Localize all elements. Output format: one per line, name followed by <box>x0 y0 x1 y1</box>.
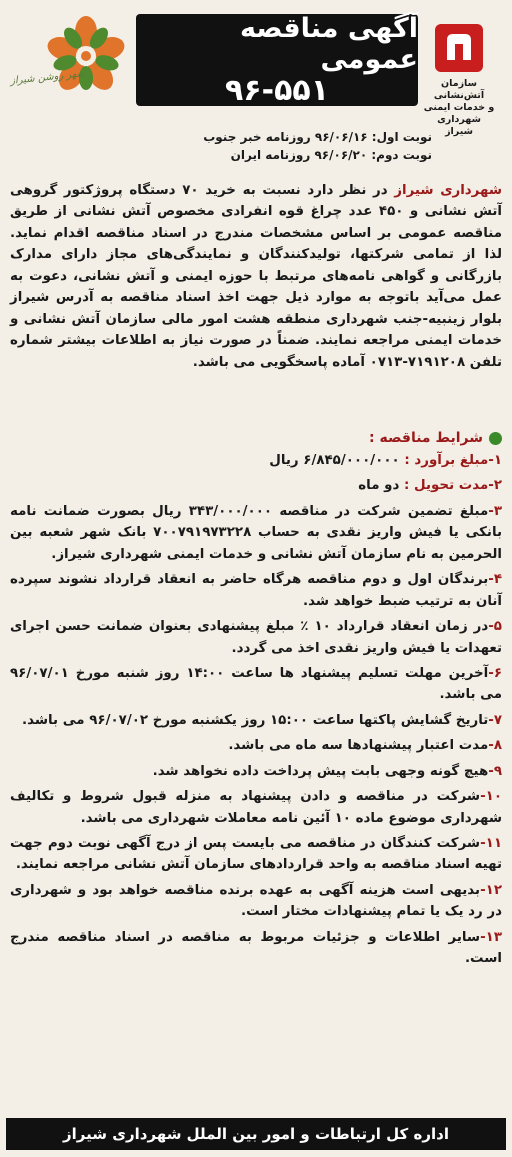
first-turn: نوبت اول: ۹۶/۰۶/۱۶ روزنامه خبر جنوب <box>203 130 432 144</box>
conditions-heading-text: شرایط مناقصه : <box>369 430 483 446</box>
city-slogan: شهر روشن شیراز <box>9 68 86 87</box>
condition-number: ۱۱- <box>480 836 502 851</box>
conditions-list <box>10 450 502 970</box>
condition-number: ۱۳- <box>480 929 502 945</box>
condition-text: دو ماه <box>358 478 400 494</box>
condition-item <box>10 880 502 923</box>
title-box <box>136 13 418 109</box>
condition-item <box>10 450 502 471</box>
condition-text: برندگان اول و دوم مناقصه هرگاه حاضر به انعقاد قرارداد نشوند سپرده آنان به ترتیب ضبط خواهد شد. <box>10 572 502 609</box>
condition-number: ۵- <box>488 619 502 635</box>
condition-number: ۶- <box>488 665 502 681</box>
flower-icon <box>44 14 128 98</box>
condition-number: ۳- <box>488 503 502 519</box>
condition-text: آخرین مهلت تسلیم پیشنهاد ها ساعت ۱۴:۰۰ روز شنبه مورخ ۹۶/۰۷/۰۱ می باشد. <box>10 665 502 703</box>
ad-title: آگهی مناقصه عمومی <box>239 13 418 76</box>
conditions-heading <box>10 430 502 446</box>
condition-label: مبلغ برآورد : <box>404 453 489 468</box>
condition-item <box>10 833 502 876</box>
intro-text: در نظر دارد نسبت به خرید ۷۰ دستگاه پروژکتور گروهی آتش نشانی و ۴۵۰ عدد چراغ قوه انفرادی مخصوص آتش نشانی از طریق مناقصه عمومی بر اساس مشخصات مندرج در اسناد مناقصه اقدام نماید. لذا از تمامی شرکتها، تولیدکنندگان و نمایندگی‌های مجاز دارای مدارک بازرگانی و گواهی نامه‌های مرتبط با حوزه ایمنی و آتش نشانی، دعوت به عمل می‌آید باتوجه به موارد ذیل جهت اخذ اسناد مناقصه به آدرس شیراز بلوار زینبیه-جنب شهرداری منطقه هشت امور مالی سازمان آتش نشانی و خدمات ایمنی مراجعه نمایند. ضمناً در صورت نیاز به اطلاعات بیشتر شماره تلفن ۷۱۹۱۲۰۸-۰۷۱۳ آماده پاسخگویی می باشد. <box>10 183 502 370</box>
condition-number: ۲- <box>488 478 502 494</box>
condition-number: ۱- <box>488 453 502 468</box>
fire-emblem-icon <box>433 22 485 74</box>
condition-item <box>10 569 502 612</box>
condition-item <box>10 710 502 731</box>
second-turn: نوبت دوم: ۹۶/۰۶/۲۰ روزنامه ایران <box>230 148 432 162</box>
intro-lead: شهرداری شیراز <box>394 183 502 198</box>
ad-number: ۹۶-۵۵۱ <box>225 73 330 109</box>
condition-item <box>10 475 502 496</box>
conditions-section <box>10 430 502 974</box>
shiraz-city-logo <box>10 14 130 118</box>
condition-item <box>10 616 502 659</box>
condition-number: ۸- <box>488 738 502 754</box>
condition-item <box>10 927 502 970</box>
bullet-icon <box>489 432 502 445</box>
condition-text: مبلغ تضمین شرکت در مناقصه ۳۴۳/۰۰۰/۰۰۰ ریال بصورت ضمانت نامه بانکی یا فیش واریز نقدی به حساب ۷۰۰۷۹۱۹۷۳۲۲۸ بانک شهر شعبه بین الحرمین به نام سازمان آتش نشانی و خدمات ایمنی شهرداری شیراز. <box>10 503 502 562</box>
condition-number: ۱۰- <box>480 789 502 805</box>
condition-item <box>10 735 502 756</box>
condition-number: ۷- <box>488 712 502 728</box>
fire-service-logo <box>422 22 496 137</box>
intro-paragraph <box>10 180 502 373</box>
condition-text: تاریخ گشایش پاکتها ساعت ۱۵:۰۰ روز یکشنبه مورخ ۹۶/۰۷/۰۲ می باشد. <box>22 712 489 728</box>
condition-text: شرکت کنندگان در مناقصه می بایست پس از درج آگهی نوبت دوم جهت تهیه اسناد مناقصه به واحد قراردادهای سازمان آتش نشانی مراجعه نمایند. <box>10 836 502 873</box>
fire-org-line-3: شهرداری شیراز <box>437 113 481 137</box>
footer: اداره کل ارتباطات و امور بین الملل شهرداری شیراز <box>6 1118 506 1150</box>
condition-text: ۶/۸۴۵/۰۰۰/۰۰۰ ریال <box>269 453 400 468</box>
publication-turns <box>203 128 432 164</box>
condition-number: ۱۲- <box>480 882 502 898</box>
condition-item <box>10 761 502 782</box>
condition-text: بدیهی است هزینه آگهی به عهده برنده مناقصه خواهد بود و شهرداری در رد یک یا تمام پیشنهادات مختار است. <box>10 882 502 920</box>
condition-text: سایر اطلاعات و جزئیات مربوط به مناقصه در اسناد مناقصه مندرج است. <box>10 929 502 967</box>
condition-item <box>10 786 502 829</box>
condition-item <box>10 663 502 706</box>
condition-text: هیچ گونه وجهی بابت پیش پرداخت داده نخواهد شد. <box>152 763 489 779</box>
condition-text: مدت اعتبار پیشنهادها سه ماه می باشد. <box>228 738 489 754</box>
condition-label: مدت تحویل : <box>404 478 489 494</box>
fire-org-line-2: و خدمات ایمنی <box>423 101 495 113</box>
condition-number: ۴- <box>488 572 502 588</box>
condition-text: شرکت در مناقصه و دادن پیشنهاد به منزله قبول شروط و تکالیف شهرداری موضوع ماده ۱۰ آئین نامه معاملات شهرداری می باشد. <box>10 789 502 826</box>
condition-item <box>10 501 502 565</box>
condition-text: در زمان انعقاد قرارداد ۱۰ ٪ مبلغ پیشنهادی بعنوان ضمانت حسن اجرای تعهدات یا فیش واریز نقدی اخذ می گردد. <box>10 619 502 656</box>
fire-org-line-1: سازمان آتش‌نشانی <box>433 78 485 101</box>
condition-number: ۹- <box>488 763 502 779</box>
